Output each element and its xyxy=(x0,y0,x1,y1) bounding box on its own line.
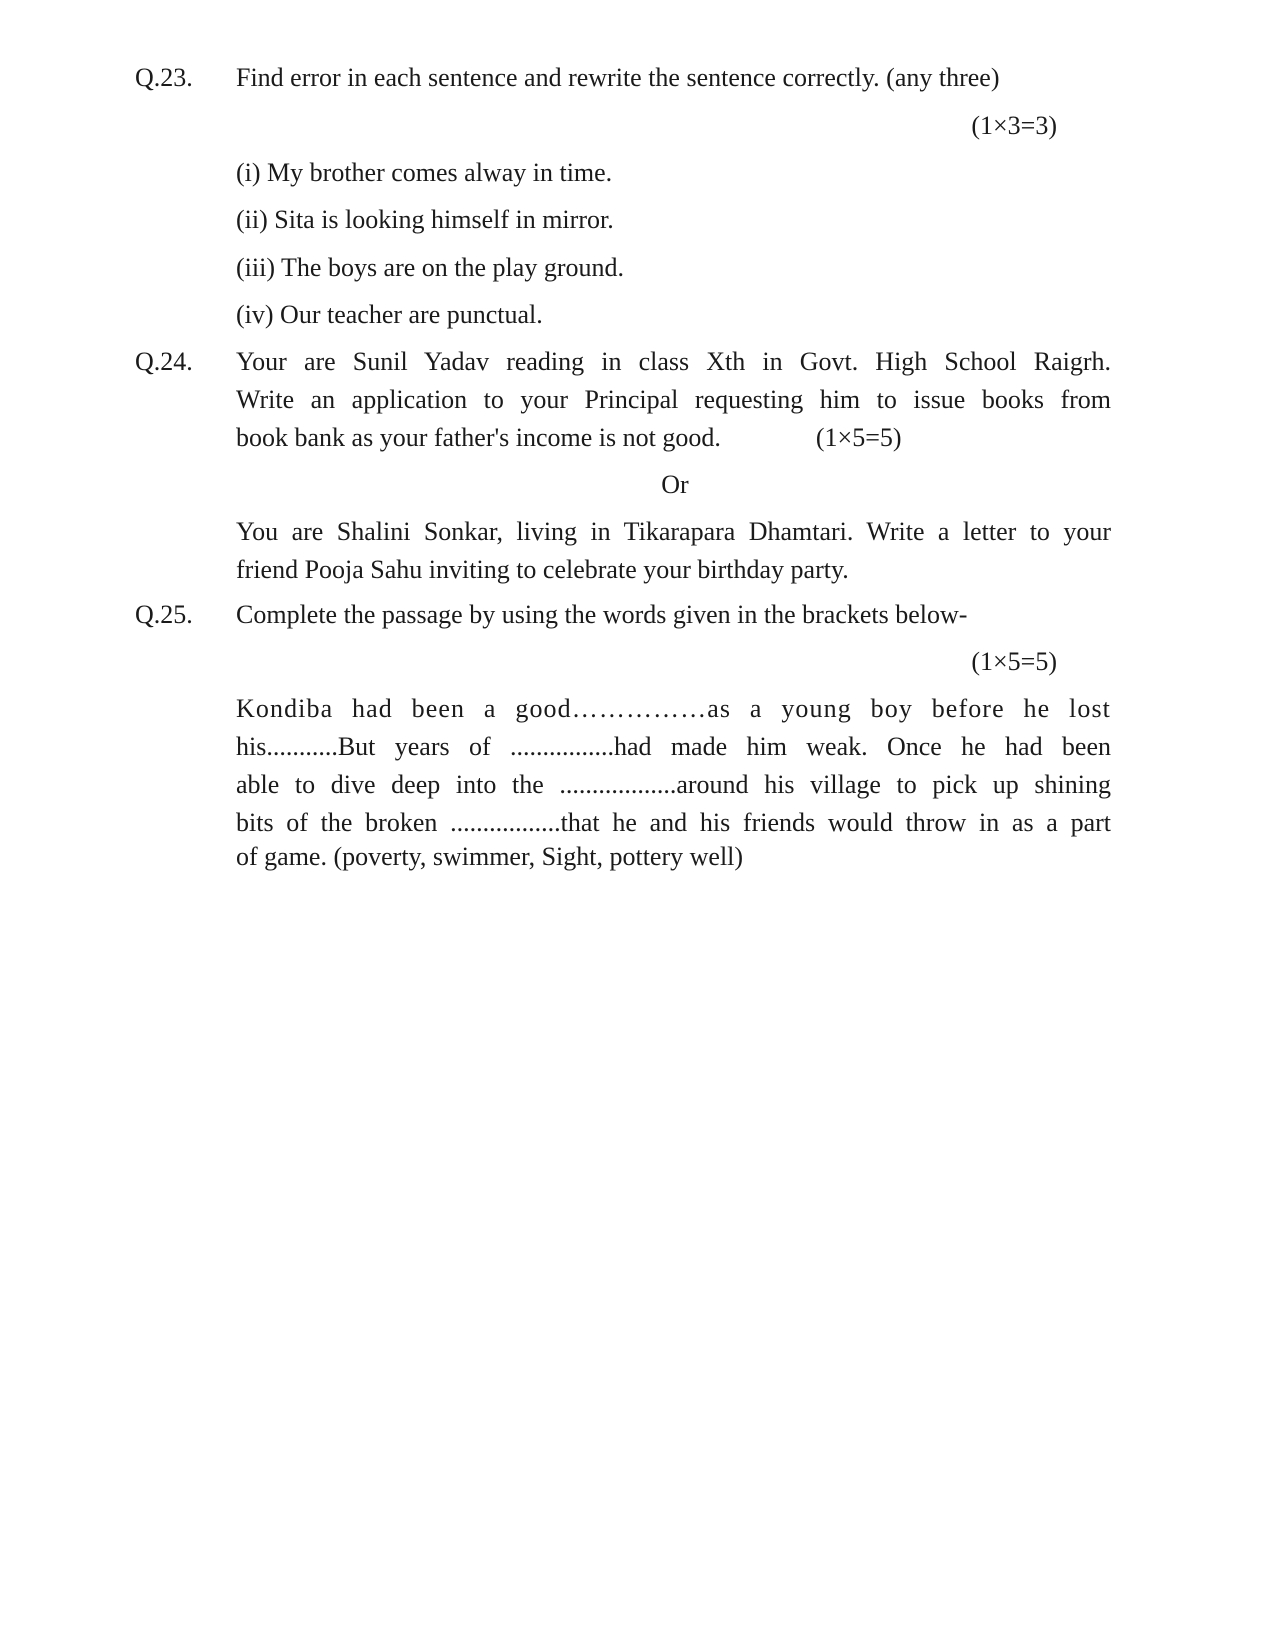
q24-line-3-wrap xyxy=(236,419,902,457)
q25-passage-line-1: Kondiba had been a good……………as a young boy before he lost xyxy=(236,694,1111,723)
q24-line-3: book bank as your father's income is not good. xyxy=(236,423,721,452)
q24-alt-text xyxy=(236,513,1111,589)
or-separator: Or xyxy=(661,470,689,499)
q24-alt-line-2: friend Pooja Sahu inviting to celebrate your birthday party. xyxy=(236,555,849,584)
q24-text xyxy=(236,343,1111,419)
q23-item-1: (i) My brother comes alway in time. xyxy=(236,158,613,187)
q25-passage-line-2: his...........But years of ................had made him weak. Once he had been xyxy=(236,732,1111,761)
q25-marks: (1×5=5) xyxy=(971,647,1057,676)
question-number-23: Q.23. xyxy=(135,63,193,92)
q25-passage-line-5: of game. (poverty, swimmer, Sight, pottery well) xyxy=(236,842,744,871)
q23-prompt: Find error in each sentence and rewrite the sentence correctly. (any three) xyxy=(236,63,1000,92)
q24-alt-line-1: You are Shalini Sonkar, living in Tikarapara Dhamtari. Write a letter to your xyxy=(236,517,1111,546)
q23-item-2: (ii) Sita is looking himself in mirror. xyxy=(236,205,614,234)
q24-line-2: Write an application to your Principal requesting him to issue books from xyxy=(236,385,1111,414)
q25-passage-line-3: able to dive deep into the ..................around his village to pick up shining xyxy=(236,770,1111,799)
q25-prompt: Complete the passage by using the words given in the brackets below- xyxy=(236,600,968,629)
q24-line-1: Your are Sunil Yadav reading in class Xth in Govt. High School Raigrh. xyxy=(236,347,1111,376)
question-number-25: Q.25. xyxy=(135,600,193,629)
q24-marks: (1×5=5) xyxy=(815,423,902,452)
q23-item-3: (iii) The boys are on the play ground. xyxy=(236,253,624,282)
q23-item-4: (iv) Our teacher are punctual. xyxy=(236,300,543,329)
q25-passage xyxy=(236,690,1111,842)
question-number-24: Q.24. xyxy=(135,347,193,376)
q23-marks: (1×3=3) xyxy=(971,111,1057,140)
q25-passage-line-4: bits of the broken .................that he and his friends would throw in as a part xyxy=(236,808,1111,837)
